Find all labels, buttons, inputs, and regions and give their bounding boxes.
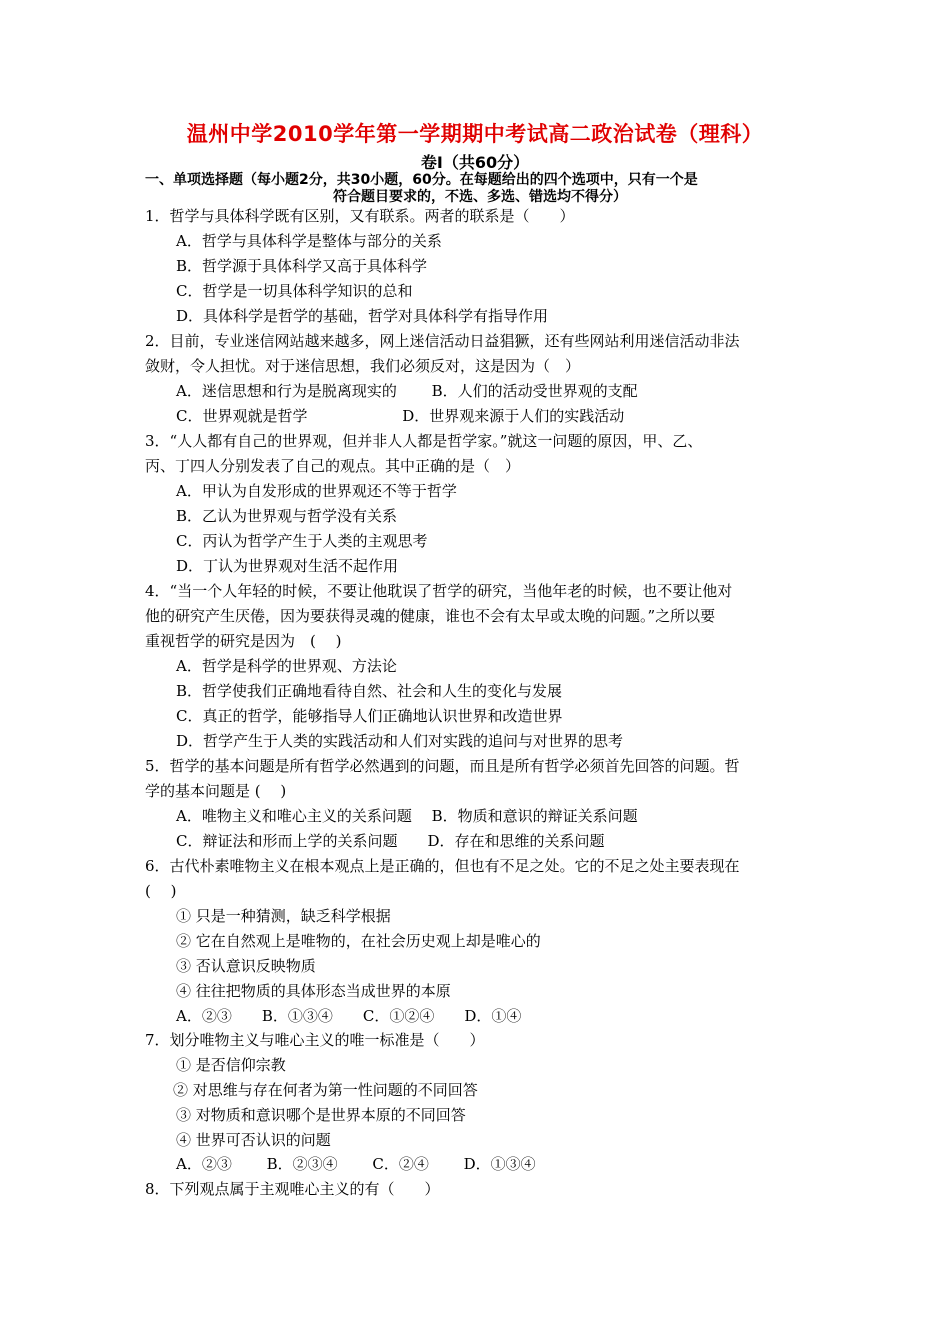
question-1-stem: 1．哲学与具体科学既有区别，又有联系。两者的联系是（ ） — [145, 207, 575, 225]
question-3-stem-line1: 3．“人人都有自己的世界观，但并非人人都是哲学家。”就这一问题的原因，甲、乙、 — [145, 432, 703, 450]
paper-section-title: 卷Ⅰ（共60分） — [420, 153, 530, 172]
question-6-item-4: ④ 往往把物质的具体形态当成世界的本原 — [176, 982, 451, 1000]
question-1-option-a: A．哲学与具体科学是整体与部分的关系 — [176, 232, 442, 250]
question-6-stem-line2: ( ) — [145, 882, 177, 900]
question-7-item-4: ④ 世界可否认识的问题 — [176, 1131, 331, 1149]
question-5-stem-line1: 5．哲学的基本问题是所有哲学必然遇到的问题，而且是所有哲学必须首先回答的问题。哲 — [145, 757, 740, 775]
question-3-stem-line2: 丙、丁四人分别发表了自己的观点。其中正确的是（ ） — [145, 457, 521, 475]
question-8-stem: 8．下列观点属于主观唯心主义的有（ ） — [145, 1180, 440, 1198]
question-4-stem-line2: 他的研究产生厌倦，因为要获得灵魂的健康，谁也不会有太早或太晚的问题。”之所以要 — [145, 607, 716, 625]
exam-title: 温州中学2010学年第一学期期中考试高二政治试卷（理科） — [186, 122, 764, 146]
section-instructions — [145, 172, 815, 206]
question-4-option-c: C．真正的哲学，能够指导人们正确地认识世界和改造世界 — [176, 707, 563, 725]
question-5-options-ab: A．唯物主义和唯心主义的关系问题 B．物质和意识的辩证关系问题 — [176, 807, 638, 825]
question-7-item-1: ① 是否信仰宗教 — [176, 1056, 286, 1074]
question-4-stem-line1: 4．“当一个人年轻的时候，不要让他耽误了哲学的研究，当他年老的时候，也不要让他对 — [145, 582, 733, 600]
question-7-item-3: ③ 对物质和意识哪个是世界本原的不同回答 — [176, 1106, 466, 1124]
question-7-stem: 7．划分唯物主义与唯心主义的唯一标准是（ ） — [145, 1031, 485, 1049]
question-6-options: A．②③ B．①③④ C．①②④ D．①④ — [176, 1007, 522, 1025]
question-2-options-ab: A．迷信思想和行为是脱离现实的 B．人们的活动受世界观的支配 — [176, 382, 638, 400]
question-1-option-c: C．哲学是一切具体科学知识的总和 — [176, 282, 413, 300]
question-6-item-1: ① 只是一种猜测，缺乏科学根据 — [176, 907, 391, 925]
section-instructions-line1: 一、单项选择题（每小题2分，共30小题，60分。在每题给出的四个选项中，只有一个是 — [145, 172, 698, 188]
question-4-option-b: B．哲学使我们正确地看待自然、社会和人生的变化与发展 — [176, 682, 563, 700]
question-3-option-a: A．甲认为自发形成的世界观还不等于哲学 — [176, 482, 457, 500]
question-3-option-c: C．丙认为哲学产生于人类的主观思考 — [176, 532, 428, 550]
question-1-option-b: B．哲学源于具体科学又高于具体科学 — [176, 257, 428, 275]
question-6-item-2: ② 它在自然观上是唯物的，在社会历史观上却是唯心的 — [176, 932, 541, 950]
question-2-stem-line1: 2．目前，专业迷信网站越来越多，网上迷信活动日益猖獗，还有些网站利用迷信活动非法 — [145, 332, 740, 350]
question-5-stem-line2: 学的基本问题是 ( ) — [145, 782, 287, 800]
question-4-option-d: D．哲学产生于人类的实践活动和人们对实践的追问与对世界的思考 — [176, 732, 624, 750]
question-1-option-d: D．具体科学是哲学的基础，哲学对具体科学有指导作用 — [176, 307, 549, 325]
question-7-item-2: ② 对思维与存在何者为第一性问题的不同回答 — [173, 1081, 478, 1099]
question-2-stem-line2: 敛财，令人担忧。对于迷信思想，我们必须反对，这是因为（ ） — [145, 357, 581, 375]
question-7-options: A．②③ B．②③④ C．②④ D．①③④ — [176, 1155, 536, 1173]
question-4-option-a: A．哲学是科学的世界观、方法论 — [176, 657, 397, 675]
question-6-item-3: ③ 否认意识反映物质 — [176, 957, 316, 975]
section-instructions-line2: 符合题目要求的，不选、多选、错选均不得分） — [333, 189, 627, 205]
question-3-option-d: D．丁认为世界观对生活不起作用 — [176, 557, 399, 575]
question-4-stem-line3: 重视哲学的研究是因为 ( ) — [145, 632, 342, 650]
question-2-options-cd: C．世界观就是哲学 D．世界观来源于人们的实践活动 — [176, 407, 625, 425]
question-3-option-b: B．乙认为世界观与哲学没有关系 — [176, 507, 398, 525]
question-5-options-cd: C．辩证法和形而上学的关系问题 D．存在和思维的关系问题 — [176, 832, 605, 850]
question-6-stem-line1: 6．古代朴素唯物主义在根本观点上是正确的，但也有不足之处。它的不足之处主要表现在 — [145, 857, 740, 875]
